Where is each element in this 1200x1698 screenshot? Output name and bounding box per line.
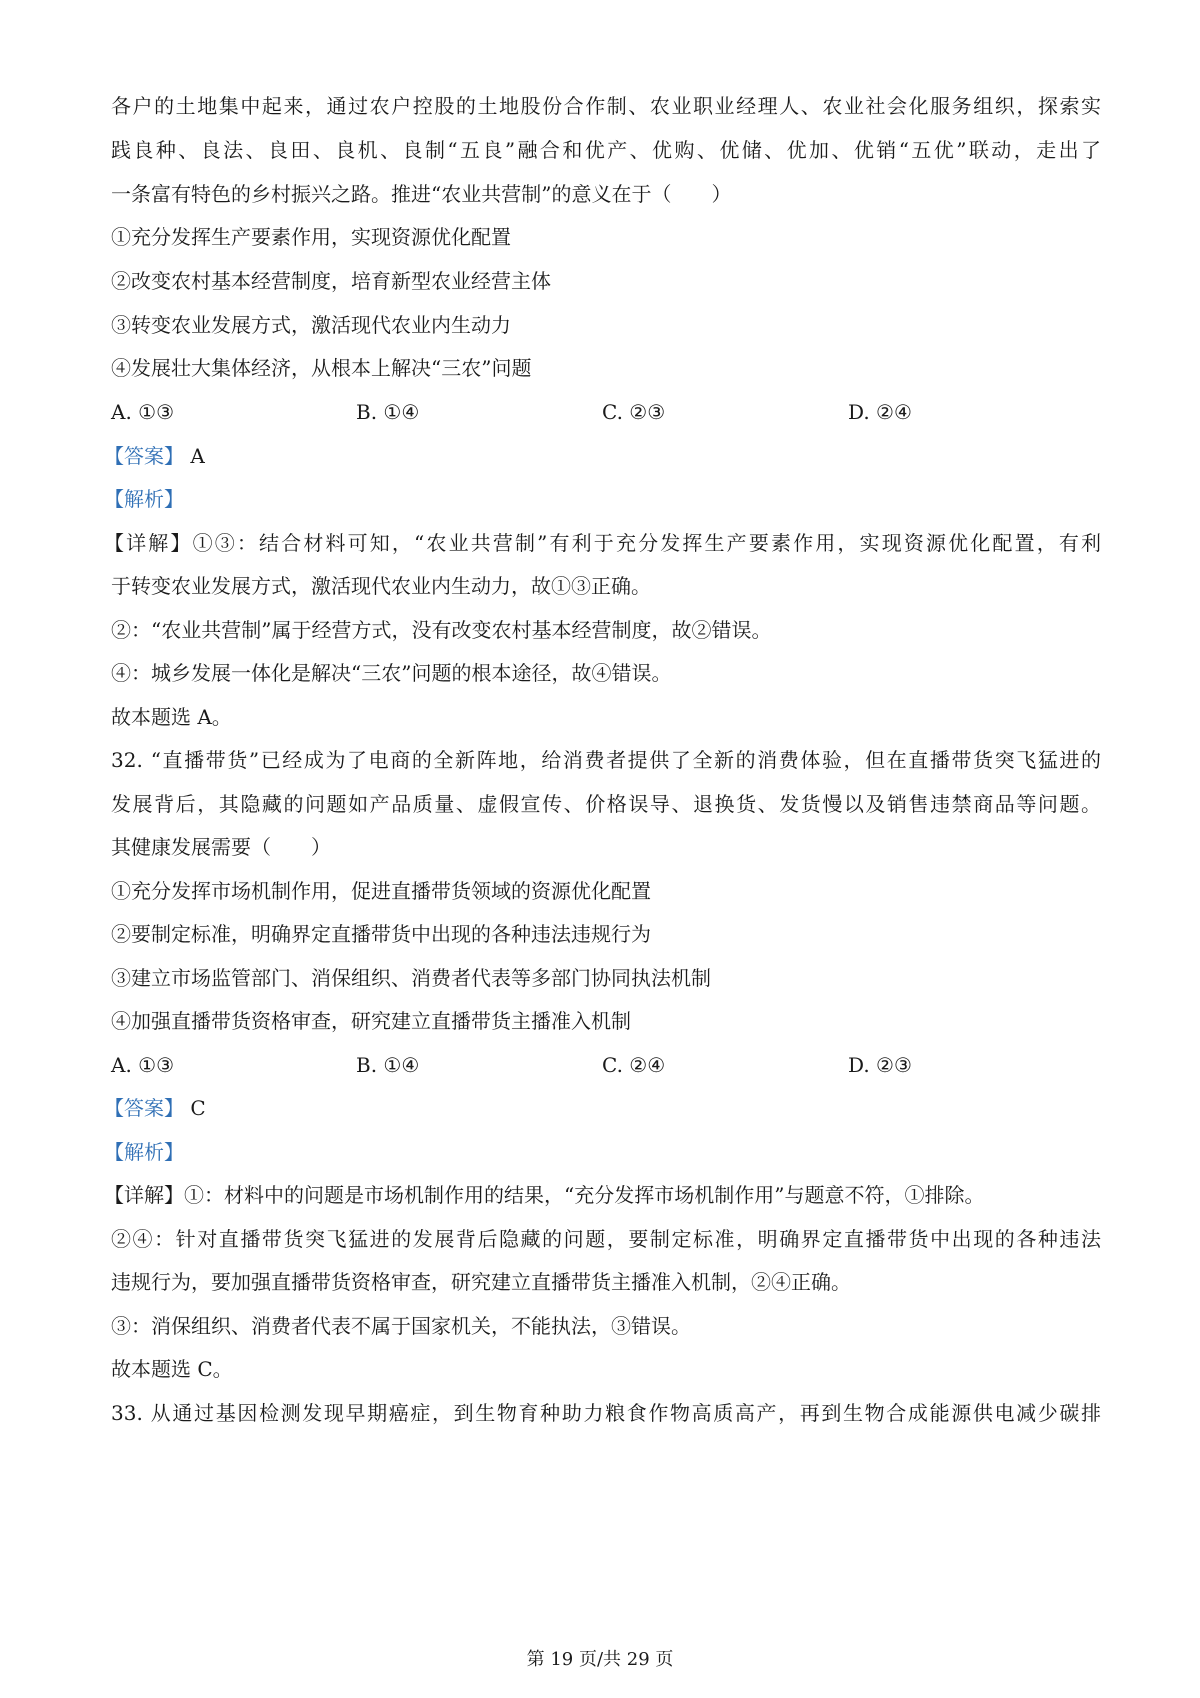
answer-value: C — [190, 1096, 206, 1120]
answer-value: A — [190, 444, 205, 468]
analysis-tag: 【解析】 — [104, 487, 184, 511]
q32-detail-line-3: 违规行为，要加强直播带货资格审查，研究建立直播带货主播准入机制，②④正确。 — [111, 1270, 851, 1294]
q31-item-1: ①充分发挥生产要素作用，实现资源优化配置 — [111, 225, 511, 249]
q31-analysis — [104, 485, 184, 513]
page-footer: 第 19 页/共 29 页 — [526, 1649, 674, 1670]
q31-option-a: A. ①③ — [111, 400, 175, 424]
q31-detail-line-5: 故本题选 A。 — [111, 705, 232, 729]
q32-option-c: C. ②④ — [602, 1053, 666, 1077]
q31-answer — [104, 442, 205, 470]
answer-tag: 【答案】 — [104, 444, 184, 468]
q31-stem-line-2: 践良种、良法、良田、良机、良制“五良”融合和优产、优购、优储、优加、优销“五优”联动，走出了 — [111, 138, 1101, 162]
q31-detail-line-2: 于转变农业发展方式，激活现代农业内生动力，故①③正确。 — [111, 574, 651, 598]
q32-detail-line-4: ③：消保组织、消费者代表不属于国家机关，不能执法，③错误。 — [111, 1314, 691, 1338]
q32-analysis — [104, 1138, 184, 1166]
q33-stem-line-1: 33. 从通过基因检测发现早期癌症，到生物育种助力粮食作物高质高产，再到生物合成能源供电减少碳排 — [111, 1401, 1101, 1425]
q32-answer — [104, 1094, 206, 1122]
q32-item-1: ①充分发挥市场机制作用，促进直播带货领域的资源优化配置 — [111, 879, 651, 903]
q32-item-3: ③建立市场监管部门、消保组织、消费者代表等多部门协同执法机制 — [111, 966, 711, 990]
q31-option-d: D. ②④ — [848, 400, 912, 424]
detail-tag: 【详解】 — [104, 1183, 184, 1207]
q31-stem-line-1: 各户的土地集中起来，通过农户控股的土地股份合作制、农业职业经理人、农业社会化服务组织，探索实 — [111, 94, 1101, 118]
q32-item-4: ④加强直播带货资格审查，研究建立直播带货主播准入机制 — [111, 1009, 631, 1033]
q31-stem-line-3: 一条富有特色的乡村振兴之路。推进“农业共营制”的意义在于（ ） — [111, 182, 732, 206]
q32-item-2: ②要制定标准，明确界定直播带货中出现的各种违法违规行为 — [111, 922, 651, 946]
q31-detail-line-4: ④：城乡发展一体化是解决“三农”问题的根本途径，故④错误。 — [111, 661, 672, 685]
q32-option-b: B. ①④ — [356, 1053, 420, 1077]
q31-option-b: B. ①④ — [356, 400, 420, 424]
answer-tag: 【答案】 — [104, 1096, 184, 1120]
q32-detail-line-1: 【详解】①：材料中的问题是市场机制作用的结果，“充分发挥市场机制作用”与题意不符，①排除。 — [104, 1183, 985, 1207]
detail-tag: 【详解】 — [104, 531, 193, 555]
q31-item-2: ②改变农村基本经营制度，培育新型农业经营主体 — [111, 269, 551, 293]
q31-detail-line-1: 【详解】①③：结合材料可知，“农业共营制”有利于充分发挥生产要素作用，实现资源优化配置，有利 — [104, 531, 1102, 555]
q31-item-3: ③转变农业发展方式，激活现代农业内生动力 — [111, 313, 511, 337]
q31-option-c: C. ②③ — [602, 400, 666, 424]
q32-detail-line-2: ②④：针对直播带货突飞猛进的发展背后隐藏的问题，要制定标准，明确界定直播带货中出现的各种违法 — [111, 1227, 1101, 1251]
q32-stem-line-3: 其健康发展需要（ ） — [111, 835, 331, 859]
q32-option-d: D. ②③ — [848, 1053, 912, 1077]
q32-stem-line-1: 32. “直播带货”已经成为了电商的全新阵地，给消费者提供了全新的消费体验，但在直播带货突飞猛进的 — [111, 748, 1101, 772]
q32-detail-line-5: 故本题选 C。 — [111, 1357, 233, 1381]
analysis-tag: 【解析】 — [104, 1140, 184, 1164]
q31-item-4: ④发展壮大集体经济，从根本上解决“三农”问题 — [111, 356, 532, 380]
q31-detail-line-3: ②：“农业共营制”属于经营方式，没有改变农村基本经营制度，故②错误。 — [111, 618, 772, 642]
q32-stem-line-2: 发展背后，其隐藏的问题如产品质量、虚假宣传、价格误导、退换货、发货慢以及销售违禁商品等问题。 — [111, 792, 1101, 816]
q32-option-a: A. ①③ — [111, 1053, 175, 1077]
